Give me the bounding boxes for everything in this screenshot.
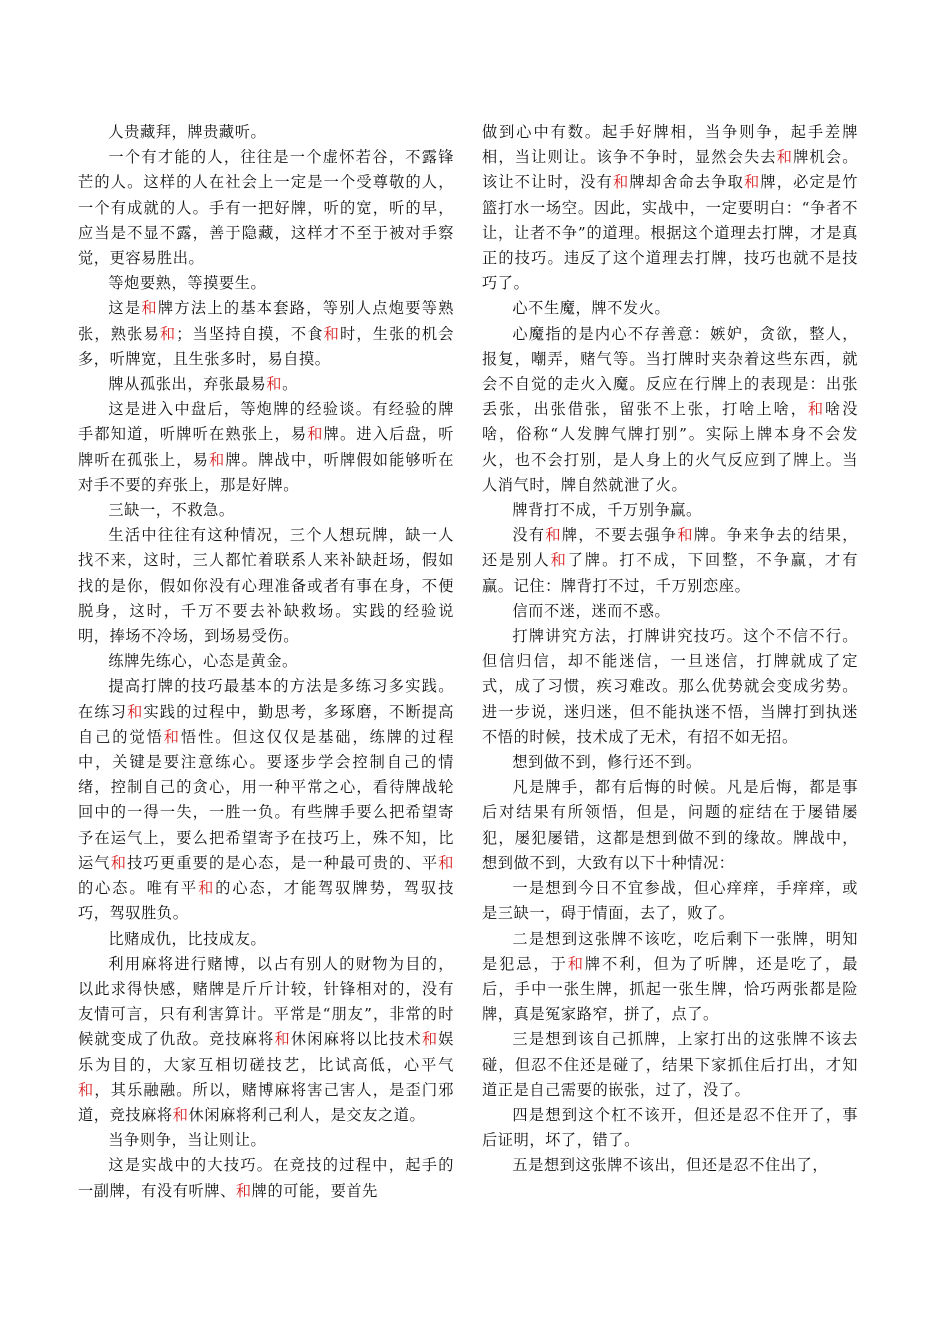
paragraph (78, 271, 454, 296)
text-run: 一个有才能的人，往往是一个虚怀若谷，不露锋芒的人。这样的人在社会上一定是一个受尊敬的人，一个有成就的人。手有一把好牌，听的宽，听的早，应当是不显不露，善于隐藏，这样才不至于被对手察觉，更容易胜出。 (78, 148, 454, 268)
text-run: 牌，不要去强争 (561, 526, 678, 545)
highlighted-character: 和 (807, 400, 826, 419)
text-run: ；当坚持自摸，不食 (176, 324, 324, 343)
paragraph (482, 523, 858, 599)
highlighted-character: 和 (198, 879, 216, 898)
highlighted-character: 和 (172, 1105, 189, 1124)
text-run: 利用麻将进行赌博，以占有别人的财物为目的，以此求得快感，赌牌是斤斤计较，针锋相对的，没有友情可言，只有利害算计。平常是“朋友”，非常的时候就变成了仇敌。竞技麻将 (78, 954, 454, 1049)
highlighted-character: 和 (323, 324, 340, 343)
highlighted-character: 和 (743, 173, 761, 192)
text-run: 四是想到这个杠不该开，但还是忍不住开了，事后证明，坏了，错了。 (482, 1105, 858, 1150)
text-run: 凡是牌手，都有后悔的时候。凡是后悔，都是事后对结果有所领悟，但是，问题的症结在于屡错屡犯，屡犯屡错，这都是想到做不到的缘故。牌战中，想到做不到，大致有以下十种情况： (482, 778, 858, 872)
text-run: 了牌。打不成，下回整，不争赢，才有赢。记住：牌背打不过，千万别恋座。 (482, 551, 858, 595)
text-run: 三缺一，不救急。 (108, 501, 235, 520)
text-run: 牌不利，但为了听牌，还是吃了，最后，手中一张生牌，抓起一张生牌，恰巧两张都是险牌，真是冤家路窄，拼了，点了。 (482, 954, 858, 1024)
highlighted-character: 和 (677, 526, 694, 545)
text-run: 等炮要熟，等摸要生。 (108, 274, 267, 293)
text-run: 练牌先练心，心态是黄金。 (108, 652, 298, 671)
highlighted-character: 和 (612, 173, 630, 192)
text-run: 牌机会。该让不让时，没有 (482, 148, 858, 192)
text-run: 牌。进入后盘，听牌听在孤张上，易 (78, 425, 454, 469)
text-run: 这是实战中的大技巧。在竞技的过程中，起手的一副牌，有没有听牌、 (78, 1156, 454, 1200)
highlighted-character: 和 (776, 148, 794, 167)
highlighted-character: 和 (78, 1080, 95, 1099)
text-run: 休闲麻将利己利人，是交友之道。 (188, 1105, 426, 1124)
text-run: 实践的过程中，勤思考，多琢磨，不断提高自己的觉悟 (78, 702, 454, 746)
text-run: 。 (282, 375, 298, 394)
text-run: 牌却舍命去争取 (629, 173, 744, 192)
highlighted-character: 和 (266, 375, 283, 394)
paragraph (78, 120, 454, 145)
paragraph (482, 1027, 858, 1103)
paragraph (78, 674, 454, 926)
paragraph (482, 750, 858, 775)
highlighted-character: 和 (567, 954, 585, 973)
paragraph (482, 1153, 858, 1178)
text-run: 牌。牌战中，听牌假如能够听在对手不要的弃张上，那是好牌。 (78, 450, 454, 494)
paragraph (482, 498, 858, 523)
text-run: 这是 (108, 299, 142, 318)
text-run: 当争则争，当让则让。 (108, 1131, 267, 1150)
text-run: 二是想到这张牌不该吃，吃后剩下一张牌，明知是犯忌，于 (482, 929, 858, 973)
text-run: 一是想到今日不宜参战，但心痒痒，手痒痒，或是三缺一，碍于情面，去了，败了。 (482, 879, 858, 923)
text-run: 比赌成仇，比技成友。 (108, 929, 267, 948)
text-run: 这是进入中盘后，等炮牌的经验谈。有经验的牌手都知道，听牌听在熟张上，易 (78, 400, 454, 444)
text-run: 休闲麻将以比技术 (290, 1030, 422, 1049)
highlighted-character: 和 (550, 551, 568, 570)
paragraph (78, 498, 454, 523)
paragraph (482, 1103, 858, 1153)
highlighted-character: 和 (545, 526, 562, 545)
paragraph (78, 372, 454, 397)
highlighted-character: 和 (274, 1030, 291, 1049)
paragraph (482, 296, 858, 321)
text-run: 想到做不到，修行还不到。 (512, 753, 702, 772)
text-run: 娱乐为目的，大家互相切磋技艺，比试高低，心平气 (78, 1030, 454, 1074)
paragraph (482, 775, 858, 876)
highlighted-character: 和 (438, 853, 454, 872)
text-run: 信而不迷，迷而不惑。 (512, 601, 671, 620)
paragraph (482, 876, 858, 926)
text-run: 没有 (512, 526, 546, 545)
paragraph (482, 120, 858, 296)
paragraph (482, 322, 858, 498)
paragraph (482, 624, 858, 750)
paragraph (78, 523, 454, 649)
text-run: 心魔指的是内心不存善意：嫉妒，贪欲，整人，报复，嘲弄，赌气等。当打牌时夹杂着这些东西，就会不自觉的走火入魔。反应在行牌上的表现是：出张丢张，出张借张，留张不上张，打啥上啥， (482, 324, 858, 419)
text-run: 牌。争来争去的结果，还是别人 (482, 526, 859, 570)
left-text-column (78, 120, 454, 1204)
text-run: 五是想到这张牌不该出，但还是忍不住出了， (512, 1156, 829, 1175)
paragraph (482, 927, 858, 1028)
text-run: 做到心中有数。起手好牌相，当争则争，起手差牌相，当让则让。该争不争时，显然会失去 (482, 123, 858, 167)
paragraph (78, 1128, 454, 1153)
paragraph (482, 599, 858, 624)
highlighted-character: 和 (141, 299, 158, 318)
right-text-column (482, 120, 858, 1179)
text-run: 啥没啥，俗称“人发脾气牌打别”。实际上牌本身不会发火，也不会打别，是人身上的火气反应到了牌上。当人消气时，牌自然就泄了火。 (482, 400, 858, 494)
text-run: 牌的可能，要首先 (251, 1181, 378, 1200)
text-run: 的心态，才能驾驭牌势，驾驭技巧，驾驭胜负。 (78, 879, 454, 923)
paragraph (78, 397, 454, 498)
text-run: 牌，必定是竹篮打水一场空。因此，实战中，一定要明白：“争者不让，让者不争”的道理。根据这个道理去打牌，才是真正的技巧。违反了这个道理去打牌，技巧也就不是技巧了。 (482, 173, 858, 293)
text-run: 生活中往往有这种情况，三个人想玩牌，缺一人找不来，这时，三人都忙着联系人来补缺赶场，假如找的是你，假如你没有心理准备或者有事在身，不便脱身，这时，千万不要去补缺救场。实践的经验说明，捧场不冷场，到场易受伤。 (78, 526, 454, 646)
text-run: 打牌讲究方法，打牌讲究技巧。这个不信不行。但信归信，却不能迷信，一旦迷信，打牌就成了定式，成了习惯，疾习难改。那么优势就会变成劣势。进一步说，迷归迷，但不能执迷不悟，当牌打到执迷不悟的时候，技术成了无术，有招不如无招。 (482, 627, 858, 746)
text-run: 技巧更重要的是心态，是一种最可贵的、平 (127, 853, 439, 872)
text-run: 三是想到该自己抓牌，上家打出的这张牌不该去碰，但忍不住还是碰了，结果下家抓住后打出，才知道正是自己需要的嵌张，过了，没了。 (482, 1030, 858, 1099)
text-run: 心不生魔，牌不发火。 (512, 299, 671, 318)
highlighted-character: 和 (159, 324, 177, 343)
text-run: 人贵藏拜，牌贵藏听。 (108, 123, 267, 141)
paragraph (78, 927, 454, 952)
text-run: 牌从孤张出，弃张最易 (108, 375, 267, 394)
text-run: 牌背打不成，千万别争赢。 (512, 501, 702, 520)
text-run: ，其乐融融。所以，赌博麻将害己害人，是歪门邪道，竞技麻将 (78, 1080, 454, 1124)
paragraph (78, 145, 454, 271)
text-run: 时，生张的机会多，听牌宽，且生张多时，易自摸。 (78, 324, 455, 368)
highlighted-character: 和 (307, 425, 324, 444)
paragraph (78, 952, 454, 1128)
highlighted-character: 和 (163, 727, 181, 746)
highlighted-character: 和 (235, 1181, 252, 1200)
text-run: 提高打牌的技巧最基本的方法是多练习多实践。在练习 (78, 677, 454, 721)
highlighted-character: 和 (208, 450, 226, 469)
text-run: 的心态。唯有平 (78, 879, 199, 898)
text-run: 牌方法上的基本套路，等别人点炮要等熟张，熟张易 (78, 299, 454, 343)
highlighted-character: 和 (127, 702, 144, 721)
highlighted-character: 和 (110, 853, 128, 872)
highlighted-character: 和 (421, 1030, 439, 1049)
paragraph (78, 649, 454, 674)
text-run: 悟性。但这仅仅是基础，练牌的过程中，关键是要注意练心。要逐步学会控制自己的情绪，控制自己的贪心，用一种平常之心，看待牌战轮回中的一得一失，一胜一负。有些牌手要么把希望寄予在运气上，要么把希望寄予在技巧上，殊不知，比运气 (78, 727, 454, 872)
paragraph (78, 296, 454, 372)
paragraph (78, 1153, 454, 1203)
